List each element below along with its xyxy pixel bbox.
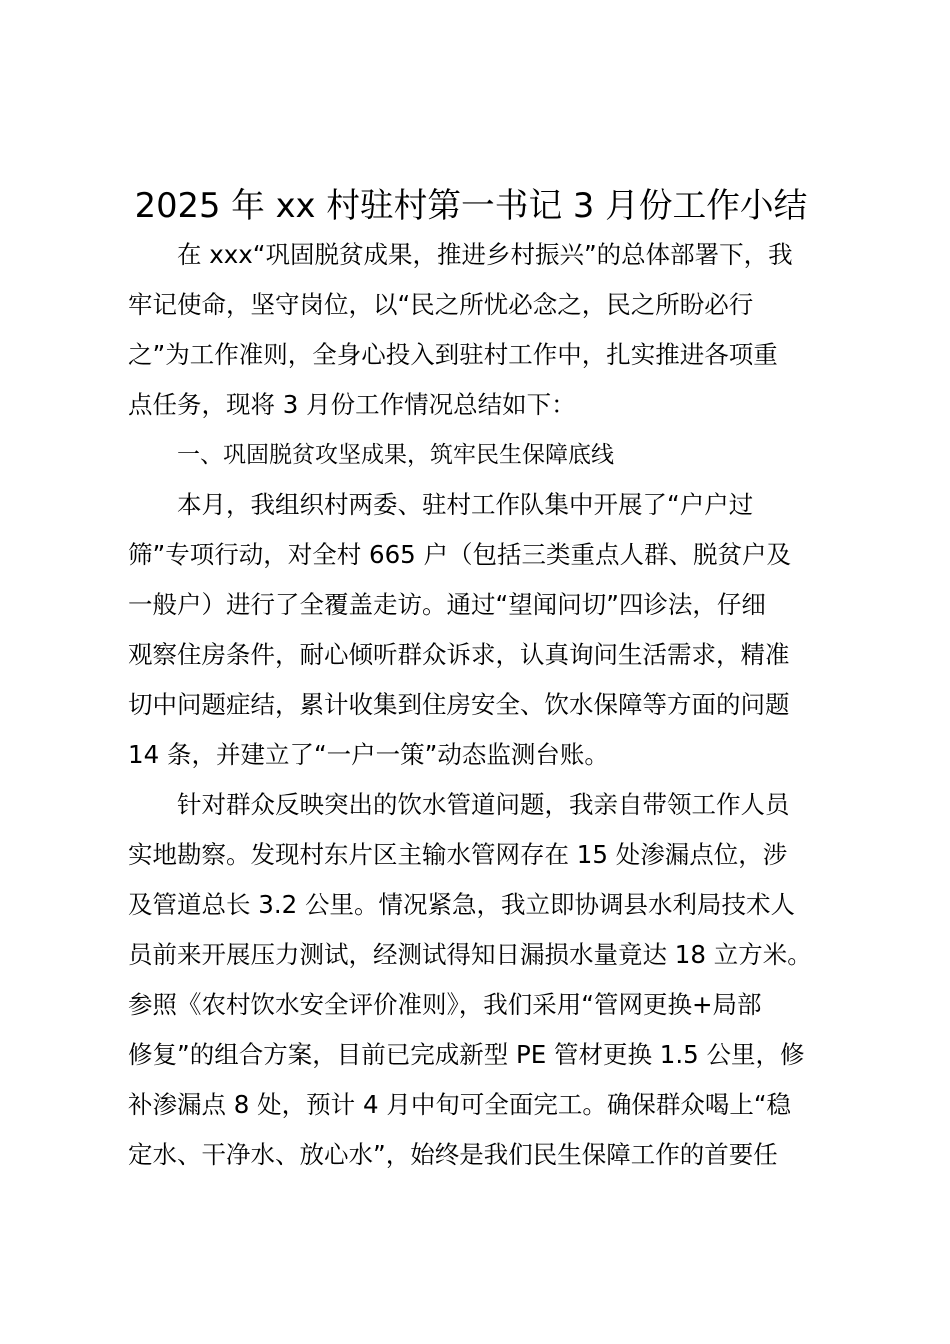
paragraph-2-line-2: 筛”专项行动，对全村 665 户（包括三类重点人群、脱贫户及 — [128, 540, 792, 569]
paragraph-2-line-5: 切中问题症结，累计收集到住房安全、饮水保障等方面的问题 — [128, 690, 790, 719]
paragraph-3-line-8: 定水、干净水、放心水”，始终是我们民生保障工作的首要任 — [128, 1140, 778, 1169]
paragraph-3-line-3: 及管道总长 3.2 公里。情况紧急，我立即协调县水利局技术人 — [128, 890, 796, 919]
paragraph-2-line-6: 14 条，并建立了“一户一策”动态监测台账。 — [128, 740, 609, 769]
paragraph-3-line-6: 修复”的组合方案，目前已完成新型 PE 管材更换 1.5 公里，修 — [128, 1040, 805, 1069]
paragraph-2-line-1: 本月，我组织村两委、驻村工作队集中开展了“户户过 — [177, 490, 754, 519]
document-title: 2025 年 xx 村驻村第一书记 3 月份工作小结 — [134, 186, 808, 226]
paragraph-2-line-4: 观察住房条件，耐心倾听群众诉求，认真询问生活需求，精准 — [128, 640, 790, 669]
paragraph-1-line-1: 在 xxx“巩固脱贫成果，推进乡村振兴”的总体部署下，我 — [177, 240, 793, 269]
paragraph-1-line-2: 牢记使命，坚守岗位，以“民之所忧必念之，民之所盼必行 — [128, 290, 754, 319]
paragraph-3-line-1: 针对群众反映突出的饮水管道问题，我亲自带领工作人员 — [177, 790, 790, 819]
paragraph-3-line-4: 员前来开展压力测试，经测试得知日漏损水量竟达 18 立方米。 — [128, 940, 812, 969]
section-heading-1: 一、巩固脱贫攻坚成果，筑牢民生保障底线 — [177, 442, 614, 468]
paragraph-1-line-3: 之”为工作准则，全身心投入到驻村工作中，扎实推进各项重 — [128, 340, 778, 369]
paragraph-3-line-2: 实地勘察。发现村东片区主输水管网存在 15 处渗漏点位，涉 — [128, 840, 788, 869]
paragraph-1-line-4: 点任务，现将 3 月份工作情况总结如下： — [128, 390, 576, 419]
paragraph-2-line-3: 一般户）进行了全覆盖走访。通过“望闻问切”四诊法，仔细 — [128, 590, 766, 619]
paragraph-3-line-5: 参照《农村饮水安全评价准则》，我们采用“管网更换+局部 — [128, 990, 762, 1019]
paragraph-3-line-7: 补渗漏点 8 处，预计 4 月中旬可全面完工。确保群众喝上“稳 — [128, 1090, 792, 1119]
